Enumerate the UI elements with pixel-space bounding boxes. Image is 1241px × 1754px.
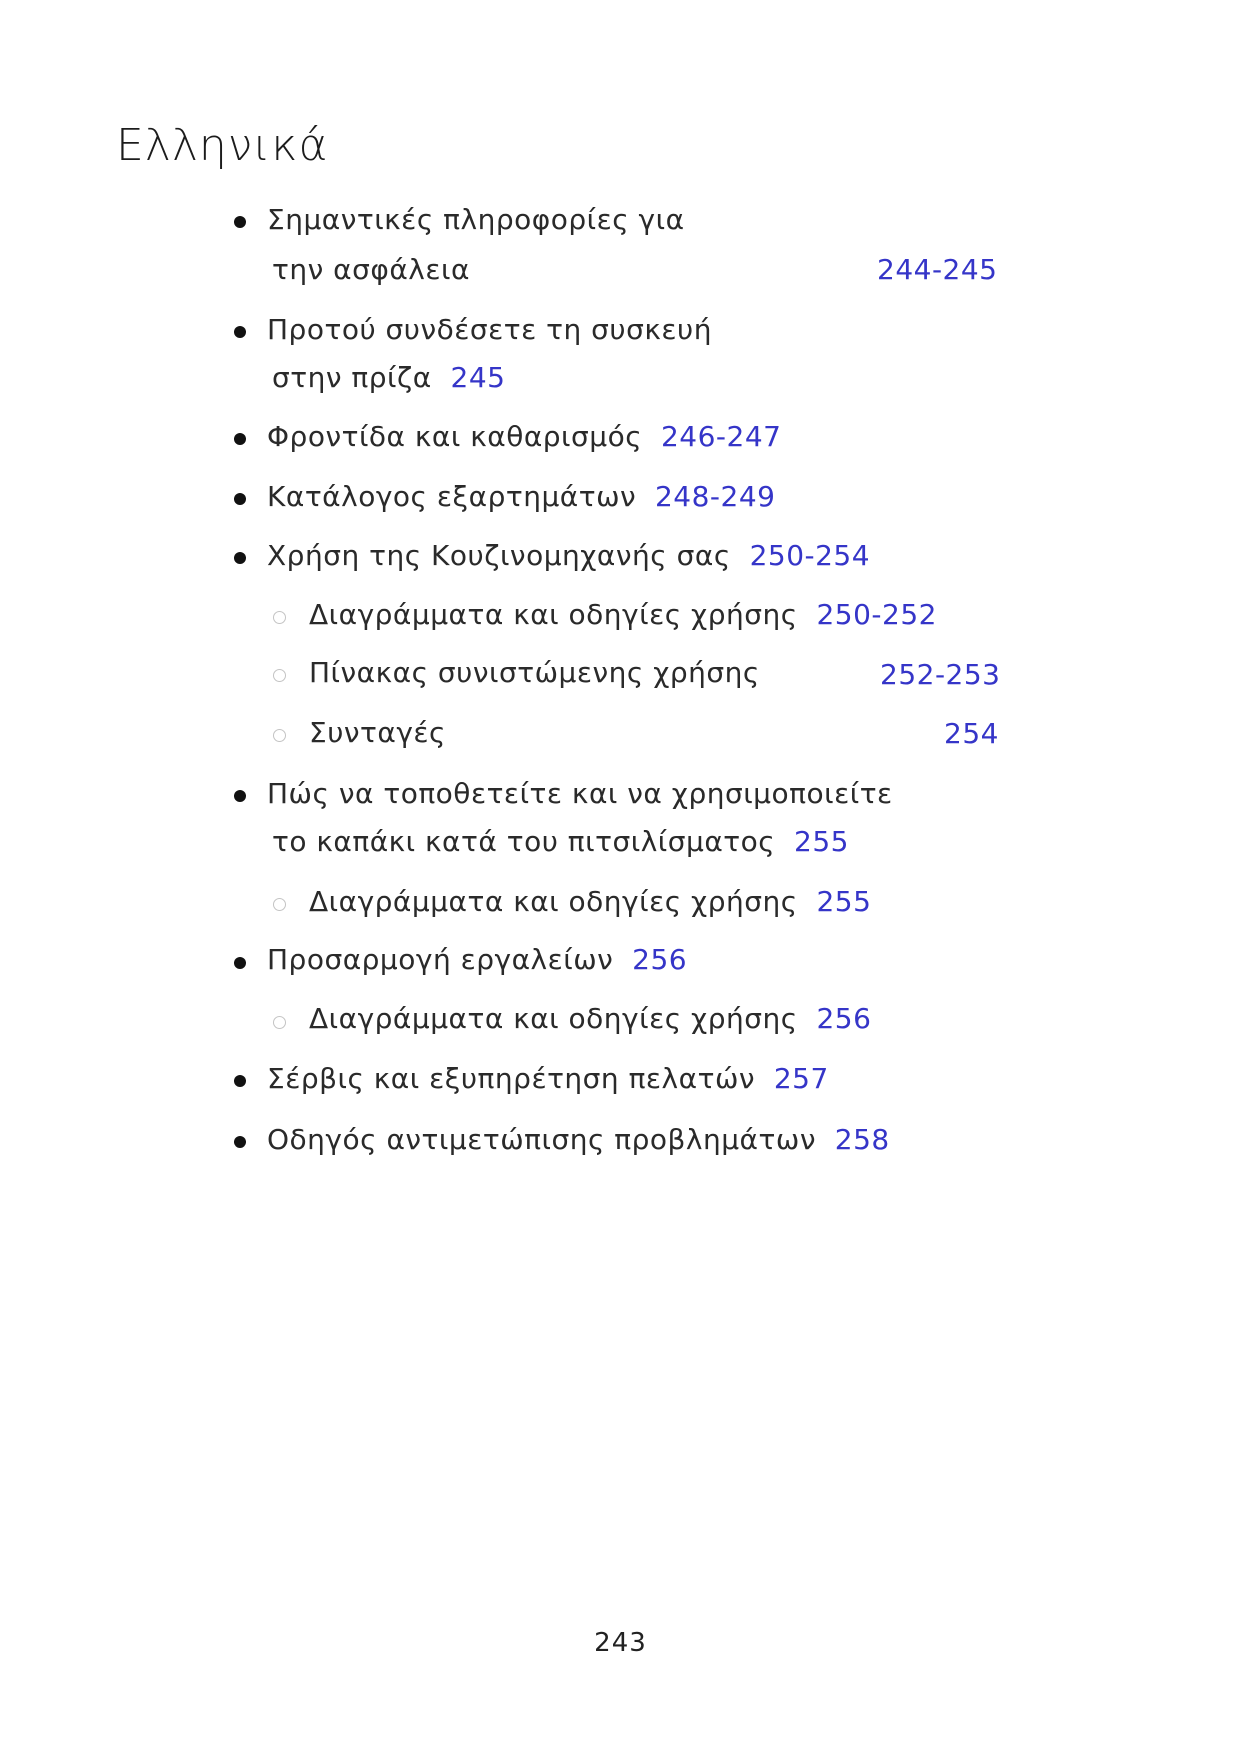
page-number: 243: [594, 1628, 647, 1658]
toc-entry-label: Προτού συνδέσετε τη συσκευή: [267, 313, 712, 346]
toc-entry-label: Συνταγές: [309, 716, 446, 749]
sub-bullet-icon: [273, 669, 286, 682]
toc-page-ref[interactable]: 245: [450, 361, 506, 394]
toc-entry-tool-adjustment[interactable]: [267, 940, 687, 980]
bullet-icon: [234, 216, 246, 228]
toc-subentry-diagrams[interactable]: [309, 999, 871, 1039]
toc-subentry-recipes[interactable]: [309, 713, 446, 753]
toc-entry-splash-guard-line2[interactable]: [272, 822, 849, 862]
toc-entry-troubleshooting[interactable]: [267, 1120, 890, 1160]
toc-entry-before-connecting-line2[interactable]: [272, 358, 505, 398]
toc-page-ref[interactable]: 248-249: [654, 480, 776, 513]
toc-entry-label: Διαγράμματα και οδηγίες χρήσης: [309, 598, 798, 631]
toc-entry-label: στην πρίζα: [272, 361, 432, 394]
toc-entry-label: Χρήση της Κουζινομηχανής σας: [267, 539, 731, 572]
toc-entry-service[interactable]: [267, 1059, 829, 1099]
toc-entry-label: Προσαρμογή εργαλείων: [267, 943, 614, 976]
toc-entry-before-connecting-line1[interactable]: [267, 310, 712, 350]
bullet-icon: [234, 790, 246, 802]
toc-subentry-diagrams[interactable]: [309, 595, 937, 635]
toc-page-ref[interactable]: 252-253: [880, 658, 1001, 691]
toc-entry-label: Σημαντικές πληροφορίες για: [267, 203, 685, 236]
toc-entry-parts-list[interactable]: [267, 477, 775, 517]
sub-bullet-icon: [273, 1016, 286, 1029]
sub-bullet-icon: [273, 898, 286, 911]
toc-page-ref[interactable]: 257: [773, 1062, 829, 1095]
toc-entry-safety-line2[interactable]: [272, 250, 470, 290]
toc-page-ref[interactable]: 250-252: [816, 598, 937, 631]
toc-entry-label: Φροντίδα και καθαρισμός: [267, 420, 643, 453]
sub-bullet-icon: [273, 611, 286, 624]
bullet-icon: [234, 493, 246, 505]
toc-entry-label: Πίνακας συνιστώμενης χρήσης: [309, 656, 760, 689]
toc-entry-splash-guard-line1[interactable]: [267, 774, 893, 814]
toc-entry-safety-line1[interactable]: [267, 200, 685, 240]
toc-page-ref[interactable]: 256: [632, 943, 688, 976]
toc-entry-label: Διαγράμματα και οδηγίες χρήσης: [309, 1002, 798, 1035]
toc-page-ref[interactable]: 255: [816, 885, 872, 918]
toc-page-ref[interactable]: 258: [834, 1123, 890, 1156]
bullet-icon: [234, 957, 246, 969]
bullet-icon: [234, 433, 246, 445]
toc-entry-label: Πώς να τοποθετείτε και να χρησιμοποιείτε: [267, 777, 893, 810]
page-title: Ελληνικά: [116, 120, 329, 171]
bullet-icon: [234, 552, 246, 564]
toc-entry-label: Κατάλογος εξαρτημάτων: [267, 480, 637, 513]
toc-entry-label: Οδηγός αντιμετώπισης προβλημάτων: [267, 1123, 816, 1156]
toc-page-ref[interactable]: 255: [794, 825, 849, 858]
toc-page-ref[interactable]: 254: [944, 717, 999, 750]
bullet-icon: [234, 1075, 246, 1087]
toc-subentry-diagrams[interactable]: [309, 882, 871, 922]
toc-entry-label: την ασφάλεια: [272, 253, 470, 286]
toc-page-ref[interactable]: 244-245: [877, 253, 998, 286]
bullet-icon: [234, 326, 246, 338]
bullet-icon: [234, 1136, 246, 1148]
toc-entry-label: Διαγράμματα και οδηγίες χρήσης: [309, 885, 798, 918]
toc-entry-label: Σέρβις και εξυπηρέτηση πελατών: [267, 1062, 756, 1095]
toc-entry-care-cleaning[interactable]: [267, 417, 781, 457]
toc-page-ref[interactable]: 246-247: [660, 420, 782, 453]
toc-page-ref[interactable]: 250-254: [749, 539, 871, 572]
toc-entry-label: το καπάκι κατά του πιτσιλίσματος: [272, 825, 776, 858]
toc-subentry-usage-table[interactable]: [309, 653, 760, 693]
toc-entry-using-mixer[interactable]: [267, 536, 870, 576]
sub-bullet-icon: [273, 729, 286, 742]
toc-page-ref[interactable]: 256: [816, 1002, 872, 1035]
